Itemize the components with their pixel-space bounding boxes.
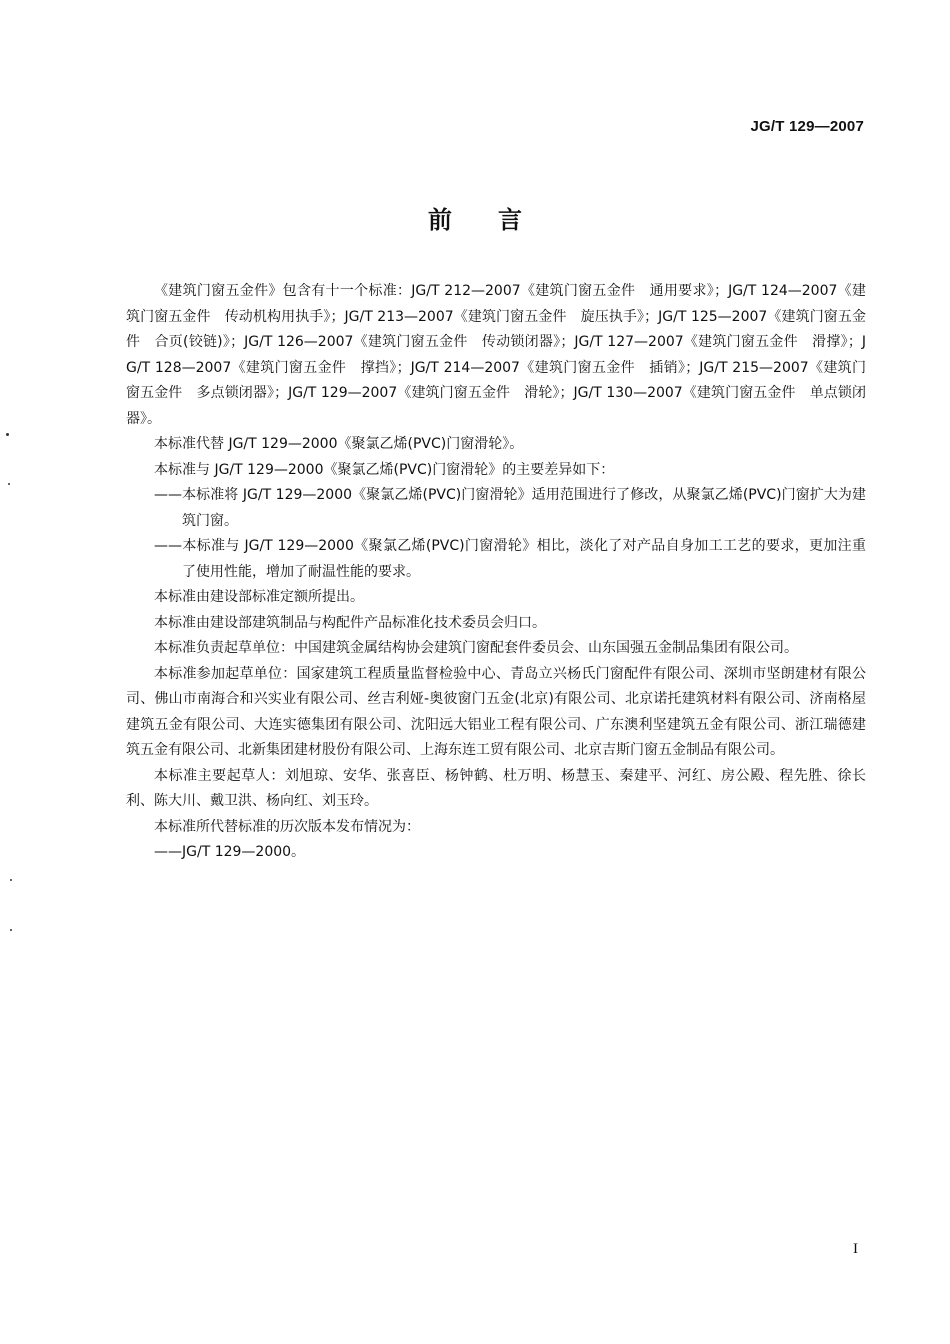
paragraph-main-drafters: 本标准主要起草人：刘旭琼、安华、张喜臣、杨钟鹤、杜万明、杨慧玉、秦建平、河红、房公殿、程先胜、徐长利、陈大川、戴卫洪、杨向红、刘玉玲。	[126, 767, 866, 809]
paragraph-difference-performance: ——本标准与 JG/T 129—2000《聚氯乙烯(PVC)门窗滑轮》相比，淡化了对产品自身加工工艺的要求，更加注重了使用性能，增加了耐温性能的要求。	[154, 538, 866, 580]
paragraph-participating-drafters: 本标准参加起草单位：国家建筑工程质量监督检验中心、青岛立兴杨氏门窗配件有限公司、深圳市坚朗建材有限公司、佛山市南海合和兴实业有限公司、丝吉利娅-奥彼窗门五金(北京)有限公司、北京诺托建筑材料有限公司、济南格屋建筑五金有限公司、大连实德集团有限公司、沈阳远大铝业工程有限公司、广东澳利坚建筑五金有限公司、浙江瑞德建筑五金有限公司、北新集团建材股份有限公司、上海东连工贸有限公司、北京吉斯门窗五金制品有限公司。	[126, 665, 866, 758]
scan-speck	[10, 879, 12, 881]
paragraph-differences-intro: 本标准与 JG/T 129—2000《聚氯乙烯(PVC)门窗滑轮》的主要差异如下：	[154, 461, 615, 478]
page-title: 前言	[428, 206, 568, 234]
paragraph-standards-list: 《建筑门窗五金件》包含有十一个标准：JG/T 212—2007《建筑门窗五金件 通用要求》；JG/T 124—2007《建筑门窗五金件 传动机构用执手》；JG/T 213—2007《建筑门窗五金件 旋压执手》；JG/T 125—2007《建筑门窗五金件 合页(铰链)》；JG/T 126—2007《建筑门窗五金件 传动锁闭器》；JG/T 127—2007《建筑门窗五金件 滑撑》；JG/T 128—2007《建筑门窗五金件 撑挡》；JG/T 214—2007《建筑门窗五金件 插销》；JG/T 215—2007《建筑门窗五金件 多点锁闭器》；JG/T 129—2007《建筑门窗五金件 滑轮》；JG/T 130—2007《建筑门窗五金件 单点锁闭器》。	[126, 283, 866, 427]
standard-code: JG/T 129—2007	[750, 118, 864, 135]
scan-speck	[8, 483, 10, 485]
paragraph-difference-scope: ——本标准将 JG/T 129—2000《聚氯乙烯(PVC)门窗滑轮》适用范围进行了修改，从聚氯乙烯(PVC)门窗扩大为建筑门窗。	[154, 487, 866, 529]
scan-speck	[10, 929, 12, 931]
foreword-body	[126, 279, 866, 866]
paragraph-lead-drafter: 本标准负责起草单位：中国建筑金属结构协会建筑门窗配套件委员会、山东国强五金制品集团有限公司。	[154, 640, 798, 656]
paragraph-history-item: ——JG/T 129—2000。	[154, 844, 306, 860]
page-number: I	[853, 1241, 858, 1257]
scan-speck	[6, 433, 9, 436]
paragraph-proposed-by: 本标准由建设部标准定额所提出。	[154, 589, 364, 605]
paragraph-under-jurisdiction: 本标准由建设部建筑制品与构配件产品标准化技术委员会归口。	[154, 614, 546, 631]
paragraph-history-intro: 本标准所代替标准的历次版本发布情况为：	[154, 818, 420, 835]
paragraph-replaces: 本标准代替 JG/T 129—2000《聚氯乙烯(PVC)门窗滑轮》。	[154, 436, 524, 452]
